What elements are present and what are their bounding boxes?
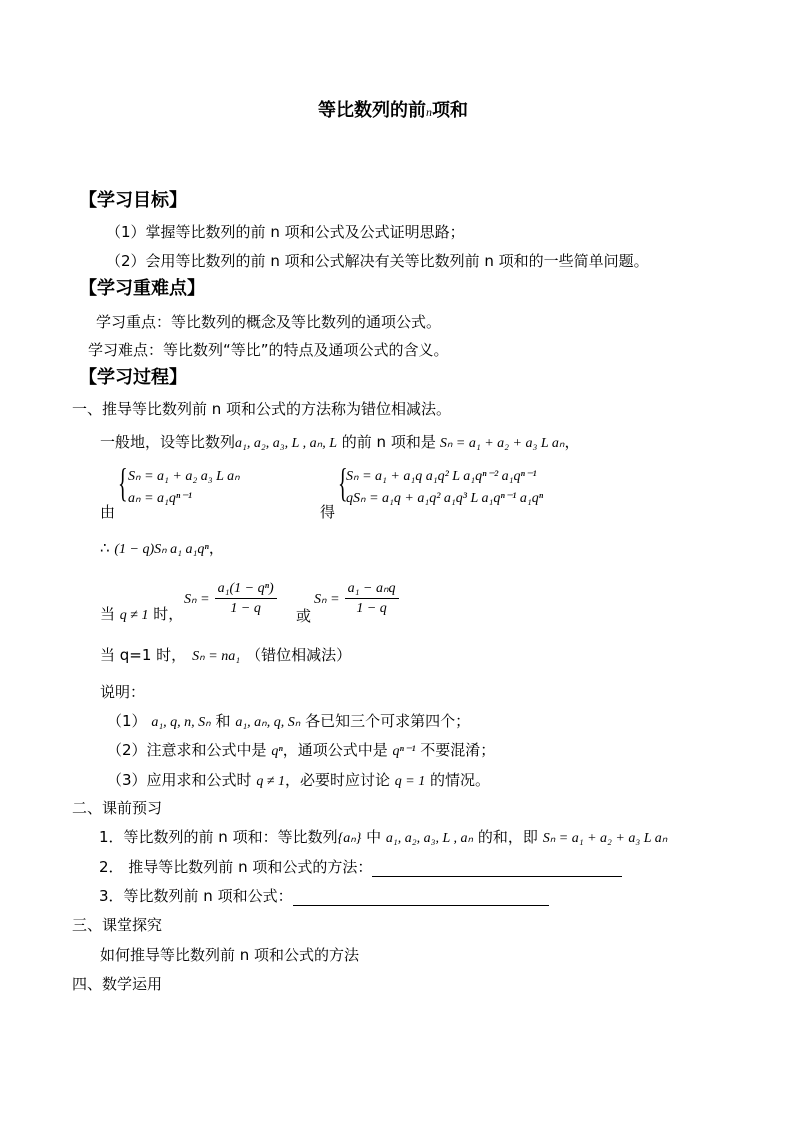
system1-eq1: Sₙ = a₁ + a₂ a₃ L aₙ: [128, 469, 240, 484]
preview-item-1: 1．等比数列的前 n 项和：等比数列{aₙ} 中 a₁, a₂, a₃, L , aₙ 的和，即 Sₙ = a₁ + a₂ + a₃ L aₙ: [99, 828, 668, 846]
case-q-equals-1: 当 q=1 时， Sₙ = na₁ （错位相减法）: [100, 646, 352, 664]
section-heading-keypoints: 【学习重难点】: [79, 278, 205, 299]
system1-eq2: aₙ = a₁qⁿ⁻¹: [128, 491, 192, 506]
formula-2: Sₙ = $\frac{\text{a₁ − aₙq}}{1 - q}$: [314, 580, 399, 617]
page-title: 等比数列的前n项和: [318, 100, 468, 121]
part-1-heading: 一、推导等比数列前 n 项和公式的方法称为错位相减法。: [72, 400, 452, 418]
system2-eq1: Sₙ = a₁ + a₁q a₁q² L a₁qⁿ⁻² a₁qⁿ⁻¹: [346, 469, 537, 484]
sum-expression: Sₙ = a₁ + a₂ + a₃ L aₙ: [439, 436, 565, 451]
left-brace-2: {: [338, 460, 348, 505]
sequence-expression: a₁, a₂, a₃, L , aₙ, L: [235, 436, 338, 451]
therefore-icon: ∴: [100, 539, 110, 557]
keypoint-focus: 学习重点：等比数列的概念及等比数列的通项公式。: [96, 313, 442, 331]
label-get: 得: [320, 503, 336, 521]
answer-blank-2[interactable]: [372, 860, 622, 877]
note-1: （1） a₁, q, n, Sₙ 和 a₁, aₙ, q, Sₙ 各已知三个可求第四个；: [107, 712, 471, 730]
part-2-heading: 二、课前预习: [72, 799, 163, 817]
general-statement: 一般地，设等比数列a₁, a₂, a₃, L , aₙ, L 的前 n 项和是 Sₙ = a₁ + a₂ + a₃ L aₙ，: [100, 433, 580, 451]
case-q-not-1-label: 当 q ≠ 1 时，: [100, 605, 184, 623]
note-3: （3）应用求和公式时 q ≠ 1，必要时应讨论 q = 1 的情况。: [107, 771, 491, 789]
left-brace-1: {: [118, 460, 128, 505]
part-3-heading: 三、课堂探究: [72, 916, 163, 934]
system2-eq2: qSₙ = a₁q + a₁q² a₁q³ L a₁qⁿ⁻¹ a₁qⁿ: [346, 491, 544, 506]
therefore-line: ∴ (1 − q)Sₙ a₁ a₁qⁿ，: [100, 539, 224, 557]
part-4-heading: 四、数学运用: [72, 975, 163, 993]
section-heading-process: 【学习过程】: [79, 367, 187, 388]
notes-heading: 说明：: [100, 683, 146, 701]
formula-1: Sₙ = $\frac{\text{a₁(1 − qⁿ)}}{1 - q}$: [184, 580, 277, 617]
answer-blank-3[interactable]: [293, 889, 549, 906]
label-from: 由: [100, 503, 116, 521]
goal-item-1: （1）掌握等比数列的前 n 项和公式及公式证明思路；: [106, 223, 465, 241]
label-or: 或: [296, 607, 312, 625]
explore-question: 如何推导等比数列前 n 项和公式的方法: [100, 946, 360, 964]
preview-item-3: 3．等比数列前 n 项和公式：: [99, 886, 549, 906]
preview-item-2: 2． 推导等比数列前 n 项和公式的方法：: [99, 857, 622, 877]
goal-item-2: （2）会用等比数列的前 n 项和公式解决有关等比数列前 n 项和的一些简单问题。: [106, 252, 649, 270]
section-heading-goals: 【学习目标】: [79, 190, 187, 211]
note-2: （2）注意求和公式中是 qⁿ，通项公式中是 qⁿ⁻¹ 不要混淆；: [107, 741, 496, 759]
keypoint-difficulty: 学习难点：等比数列“等比”的特点及通项公式的含义。: [88, 341, 449, 359]
